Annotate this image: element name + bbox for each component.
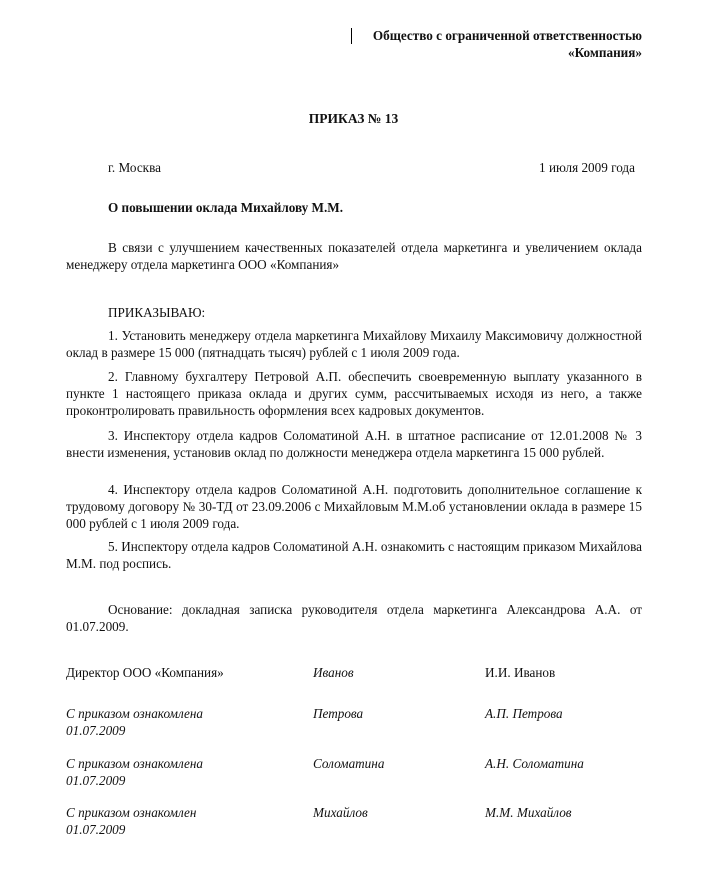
signature-name-mikhailov: М.М. Михайлов	[485, 805, 572, 820]
signature-solomatina: Соломатина	[313, 756, 385, 771]
signature-mikhailov: Михайлов	[313, 805, 368, 820]
acknowledgement-label: С приказом ознакомлена	[66, 706, 204, 721]
signature-petrova: Петрова	[313, 706, 364, 721]
basis: Основание: докладная записка руководителя отдела маркетинга Александрова А.А. от 01.07.2009.	[66, 602, 642, 634]
acknowledgement-petrova	[66, 705, 203, 739]
order-item-5: 5. Инспектору отдела кадров Соломатиной А.Н. ознакомить с настоящим приказом Михайлова М.М. под роспись.	[66, 539, 642, 571]
document-title: ПРИКАЗ № 13	[308, 111, 399, 126]
order-date: 1 июля 2009 года	[539, 160, 635, 175]
order-item-3: 3. Инспектору отдела кадров Соломатиной А.Н. в штатное расписание от 12.01.2008 № 3 внести изменения, установив оклад по должности менеджера отдела маркетинга 15 000 рублей.	[66, 428, 642, 460]
acknowledgement-date: 01.07.2009	[66, 773, 126, 788]
order-item-4: 4. Инспектору отдела кадров Соломатиной А.Н. подготовить дополнительное соглашение к трудовому договору № 30-ТД от 23.09.2006 с Михайловым М.М.об установлении оклада в размере 15 000 рублей с 1 июля 2009 года.	[66, 482, 642, 531]
organization-brand: «Компания»	[568, 45, 642, 60]
signature-name-petrova: А.П. Петрова	[485, 706, 563, 721]
acknowledgement-label: С приказом ознакомлена	[66, 756, 204, 771]
signature-role-director: Директор ООО «Компания»	[66, 665, 224, 680]
order-subject: О повышении оклада Михайлову М.М.	[108, 200, 344, 215]
signature-name-director: И.И. Иванов	[485, 665, 556, 680]
signature-director: Иванов	[313, 665, 354, 680]
acknowledgement-date: 01.07.2009	[66, 723, 126, 738]
order-item-2: 2. Главному бухгалтеру Петровой А.П. обеспечить своевременную выплату указанного в пункте 1 настоящего приказа оклада и других сумм, рассчитываемых исходя из него, а также проконтролировать правильность оформления всех кадровых документов.	[66, 369, 642, 418]
preamble: В связи с улучшением качественных показателей отдела маркетинга и увеличением оклада менеджеру отдела маркетинга ООО «Компания»	[66, 240, 642, 272]
order-word: ПРИКАЗЫВАЮ:	[108, 305, 206, 320]
organization-header	[373, 27, 642, 61]
signature-name-solomatina: А.Н. Соломатина	[485, 756, 584, 771]
city: г. Москва	[108, 160, 161, 175]
text-cursor	[351, 28, 352, 44]
acknowledgement-label: С приказом ознакомлен	[66, 805, 197, 820]
acknowledgement-mikhailov	[66, 804, 196, 838]
order-item-1: 1. Установить менеджеру отдела маркетинга Михайлову Михаилу Максимовичу должностной оклад в размере 15 000 (пятнадцать тысяч) рублей с 1 июля 2009 года.	[66, 328, 642, 360]
acknowledgement-solomatina	[66, 755, 203, 789]
organization-name: Общество с ограниченной ответственностью	[372, 28, 642, 43]
acknowledgement-date: 01.07.2009	[66, 822, 126, 837]
